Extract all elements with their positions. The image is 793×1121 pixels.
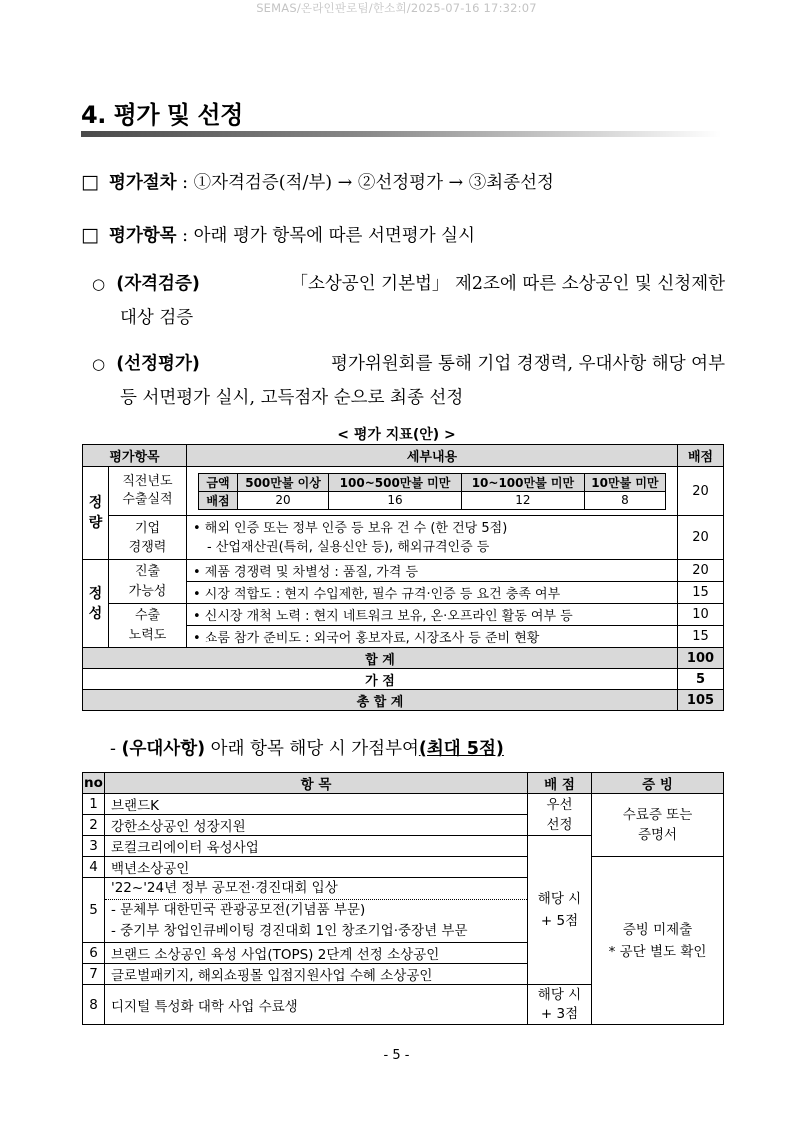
entry-possibility-label: 진출 가능성 <box>109 560 187 604</box>
selection-line-1 <box>92 350 725 375</box>
preference-table <box>82 772 724 1025</box>
procedure-line <box>81 169 554 194</box>
score-priority-selection: 우선 선정 <box>528 794 592 836</box>
effort-item-2: • 쇼룸 참가 준비도 : 외국어 홍보자료, 시장조사 등 준비 현황 <box>187 626 678 648</box>
page-number: - 5 - <box>383 1048 410 1063</box>
company-competitiveness-label: 기업 경쟁력 <box>109 516 187 560</box>
score-col-4: 8 <box>584 491 665 509</box>
quantitative-label: 정 량 <box>83 467 109 560</box>
effort-points-1: 10 <box>678 604 724 626</box>
company-points: 20 <box>678 516 724 560</box>
export-performance-label: 직전년도 수출실적 <box>109 467 187 516</box>
pref-row-no: 6 <box>83 943 105 964</box>
pref-row-item: 백년소상공인 <box>105 857 528 878</box>
pref-row-no: 2 <box>83 815 105 836</box>
pref-row-no: 8 <box>83 985 105 1025</box>
procedure-text: : ①자격검증(적/부) → ②선정평가 → ③최종선정 <box>176 173 554 193</box>
pref-header-score: 배 점 <box>528 773 592 794</box>
pref-row-no: 5 <box>83 878 105 943</box>
company-item-2: - 산업재산권(특허, 실용신안 등), 해외규격인증 등 <box>207 539 490 555</box>
watermark: SEMAS/온라인판로팀/한소희/2025-07-16 17:32:07 <box>256 1 537 15</box>
effort-item-1: • 신시장 개척 노력 : 현지 네트워크 보유, 온·오프라인 활동 여부 등 <box>187 604 678 626</box>
amount-col-2: 100~500만불 미만 <box>329 473 462 491</box>
pref-row-no: 7 <box>83 964 105 985</box>
score-header: 배점 <box>199 491 238 509</box>
score-plus-5: 해당 시 + 5점 <box>528 836 592 985</box>
evidence-certificate: 수료증 또는 증명서 <box>592 794 724 857</box>
pref-row-5-sub-1: - 문체부 대한민국 관광공모전(기념품 부문) <box>105 899 527 921</box>
eval-table-caption: < 평가 지표(안) > <box>337 427 456 443</box>
preference-label: (우대사항) <box>121 739 206 759</box>
selection-label: (선정평가) <box>116 354 200 374</box>
checkbox-square-icon: □ <box>81 224 99 246</box>
pref-header-no: no <box>83 773 105 794</box>
preference-dash: - <box>110 739 122 759</box>
items-line <box>81 222 475 247</box>
pref-row-item: 디지털 특성화 대학 사업 수료생 <box>105 985 528 1025</box>
preference-text: 아래 항목 해당 시 가점부여 <box>205 739 419 759</box>
pref-row-item: 글로벌패키지, 해외쇼핑몰 입점지원사업 수혜 소상공인 <box>105 964 528 985</box>
pref-row-item: 로컬크리에이터 육성사업 <box>105 836 528 857</box>
selection-text-2: 등 서면평가 실시, 고득점자 순으로 최종 선정 <box>120 388 464 408</box>
title-underline-bar <box>81 131 721 137</box>
preference-max-points: (최대 5점) <box>418 739 504 759</box>
pref-row-no: 3 <box>83 836 105 857</box>
pref-header-item: 항 목 <box>105 773 528 794</box>
entry-points-2: 15 <box>678 582 724 604</box>
amount-col-3: 10~100만불 미만 <box>461 473 584 491</box>
header-details: 세부내용 <box>187 445 678 467</box>
pref-row-item: 강한소상공인 성장지원 <box>105 815 528 836</box>
qualitative-label: 정 성 <box>83 560 109 648</box>
qualification-text-2: 대상 검증 <box>120 308 194 328</box>
pref-row-no: 4 <box>83 857 105 878</box>
qualification-line-1 <box>92 270 725 295</box>
total-value: 105 <box>678 690 724 711</box>
header-points: 배점 <box>678 445 724 467</box>
export-score-subtable <box>198 473 666 510</box>
amount-header: 금액 <box>199 473 238 491</box>
export-effort-label: 수출 노력도 <box>109 604 187 648</box>
evaluation-table <box>82 444 724 711</box>
evidence-separate-check: 증빙 미제출 * 공단 별도 확인 <box>592 857 724 1025</box>
sum-value: 100 <box>678 648 724 669</box>
selection-text-1: 평가위원회를 통해 기업 경쟁력, 우대사항 해당 여부 <box>331 354 725 374</box>
section-title: 4. 평가 및 선정 <box>81 101 243 129</box>
entry-points-1: 20 <box>678 560 724 582</box>
amount-col-4: 10만불 미만 <box>584 473 665 491</box>
qualification-text-1: 「소상공인 기본법」 제2조에 따른 소상공인 및 신청제한 <box>290 274 725 294</box>
score-col-3: 12 <box>461 491 584 509</box>
pref-row-no: 1 <box>83 794 105 815</box>
total-label: 총 합 계 <box>83 690 678 711</box>
pref-row-5-sub-2: - 중기부 창업인큐베이팅 경진대회 1인 창조기업·중장년 부문 <box>111 923 468 939</box>
company-item-1: • 해외 인증 또는 정부 인증 등 보유 건 수 (한 건당 5점) <box>193 520 508 536</box>
export-points: 20 <box>678 467 724 516</box>
sum-label: 합 계 <box>83 648 678 669</box>
score-col-1: 20 <box>238 491 329 509</box>
circle-bullet-icon: ○ <box>92 275 106 293</box>
pref-row-5-main: '22~'24년 정부 공모전·경진대회 입상 <box>111 880 338 896</box>
amount-col-1: 500만불 이상 <box>238 473 329 491</box>
entry-item-2: • 시장 적합도 : 현지 수입제한, 필수 규격·인증 등 요건 충족 여부 <box>187 582 678 604</box>
score-plus-3: 해당 시 + 3점 <box>528 985 592 1025</box>
score-col-2: 16 <box>329 491 462 509</box>
qualification-label: (자격검증) <box>116 274 200 294</box>
header-eval-item: 평가항목 <box>83 445 187 467</box>
checkbox-square-icon: □ <box>81 171 99 193</box>
pref-row-item: 브랜드K <box>105 794 528 815</box>
pref-row-item: 브랜드 소상공인 육성 사업(TOPS) 2단계 선정 소상공인 <box>105 943 528 964</box>
entry-item-1: • 제품 경쟁력 및 차별성 : 품질, 가격 등 <box>187 560 678 582</box>
items-label: 평가항목 <box>108 226 177 246</box>
effort-points-2: 15 <box>678 626 724 648</box>
items-text: : 아래 평가 항목에 따른 서면평가 실시 <box>176 226 475 246</box>
preference-title <box>110 735 504 760</box>
pref-header-evidence: 증 빙 <box>592 773 724 794</box>
circle-bullet-icon: ○ <box>92 355 106 373</box>
bonus-value: 5 <box>678 669 724 690</box>
procedure-label: 평가절차 <box>108 173 177 193</box>
bonus-label: 가 점 <box>83 669 678 690</box>
